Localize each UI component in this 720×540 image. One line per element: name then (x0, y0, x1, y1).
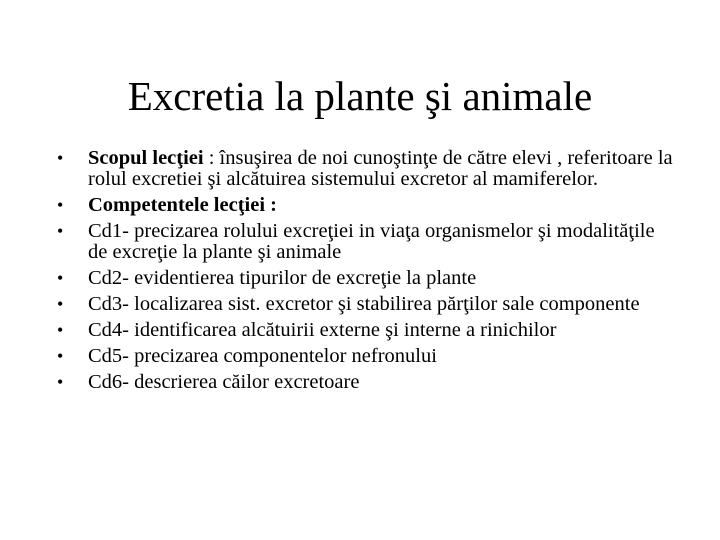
item-text: : însuşirea de noi cunoştinţe de către elevi , referitoare la rolul excretiei şi alcătuirea sistemului excretor al mamiferelor. (88, 147, 673, 190)
list-item (57, 346, 677, 367)
item-text: Cd4- identificarea alcătuirii externe şi interne a rinichilor (88, 319, 557, 341)
item-text: Cd5- precizarea componentelor nefronului (88, 345, 437, 367)
bullet-icon: • (57, 346, 64, 366)
item-text: Cd1- precizarea rolului excreţiei in viaţa organismelor şi modalităţile de excreţie la plante şi animale (88, 220, 655, 263)
bullet-icon: • (57, 268, 64, 288)
item-text: Cd6- descrierea căilor excretoare (88, 371, 360, 393)
bullet-icon: • (57, 195, 64, 215)
list-item (57, 294, 677, 315)
list-item (57, 372, 677, 393)
bullet-list (57, 148, 677, 398)
bullet-icon: • (57, 221, 64, 241)
slide-title: Excretia la plante şi animale (127, 73, 593, 119)
list-item (57, 268, 677, 289)
bullet-icon: • (57, 148, 64, 168)
bullet-icon: • (57, 294, 64, 314)
bullet-icon: • (57, 320, 64, 340)
item-text: Cd3- localizarea sist. excretor şi stabilirea părţilor sale componente (88, 293, 640, 315)
item-text: Cd2- evidentierea tipurilor de excreţie la plante (88, 267, 477, 289)
list-item (57, 195, 677, 216)
item-bold-text: Competentele lecţiei : (88, 194, 277, 216)
item-bold-text: Scopul lecţiei (88, 147, 204, 169)
list-item (57, 148, 677, 190)
list-item (57, 221, 677, 263)
list-item (57, 320, 677, 341)
bullet-icon: • (57, 372, 64, 392)
